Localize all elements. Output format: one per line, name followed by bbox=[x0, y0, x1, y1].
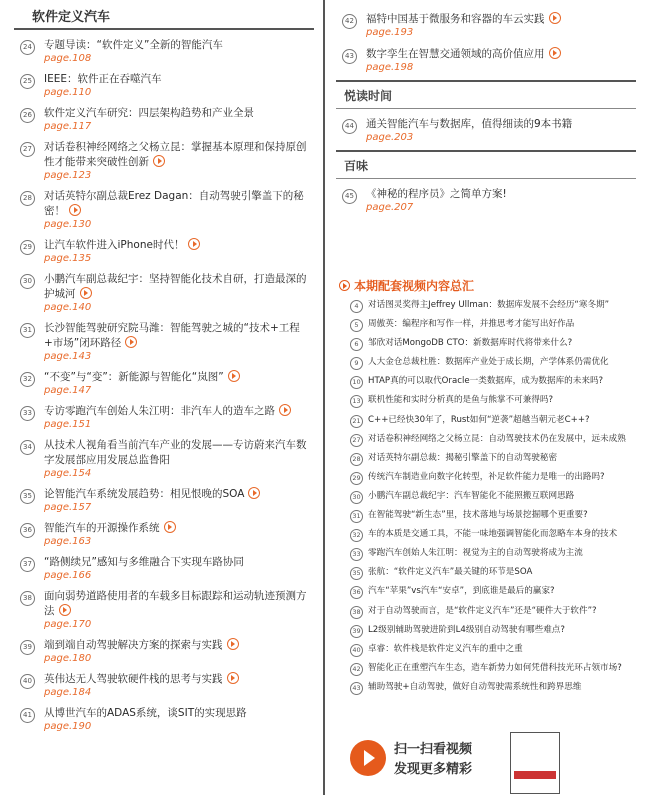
video-summary-heading bbox=[339, 277, 474, 294]
entry-title-text: 专题导读：“软件定义”全新的智能汽车 bbox=[44, 39, 223, 51]
video-number-badge: 28 bbox=[350, 453, 363, 466]
video-number-badge: 13 bbox=[350, 395, 363, 408]
entry-page-number: page.207 bbox=[366, 202, 414, 213]
entry-page-number: page.203 bbox=[366, 132, 414, 143]
toc-entry[interactable] bbox=[14, 321, 314, 363]
entry-title bbox=[44, 521, 314, 536]
video-play-icon[interactable] bbox=[228, 370, 240, 382]
video-number-badge: 39 bbox=[350, 625, 363, 638]
entry-title bbox=[44, 106, 314, 121]
entry-title-text: 通关智能汽车与数据库，值得细读的9本书籍 bbox=[366, 118, 573, 130]
entry-title bbox=[44, 238, 314, 253]
entry-title-text: 对话卷积神经网络之父杨立昆：掌握基本原理和保持原创性才能带来突破性创新 bbox=[44, 141, 307, 168]
video-list-item[interactable] bbox=[347, 335, 637, 354]
video-play-icon[interactable] bbox=[59, 604, 71, 616]
entry-page-number: page.170 bbox=[44, 619, 92, 630]
entry-page-number: page.154 bbox=[44, 468, 92, 479]
entry-title bbox=[44, 638, 314, 653]
entry-number-badge: 30 bbox=[20, 274, 35, 289]
video-list-item[interactable] bbox=[347, 354, 637, 373]
entry-number-badge: 31 bbox=[20, 323, 35, 338]
entry-title bbox=[44, 706, 314, 721]
entry-number-badge: 38 bbox=[20, 591, 35, 606]
toc-entry[interactable] bbox=[14, 487, 314, 514]
video-play-icon[interactable] bbox=[549, 12, 561, 24]
video-title: 邹欣对话MongoDB CTO：新数据库时代将带来什么? bbox=[368, 338, 573, 349]
entry-page-number: page.108 bbox=[44, 53, 92, 64]
video-list-item[interactable] bbox=[347, 431, 637, 450]
entry-page-number: page.184 bbox=[44, 687, 92, 698]
video-play-icon[interactable] bbox=[69, 204, 81, 216]
entry-number-badge: 44 bbox=[342, 119, 357, 134]
video-title: 智能化正在重塑汽车生态，造车新势力如何凭借科技光环占领市场? bbox=[368, 662, 622, 673]
video-number-badge: 43 bbox=[350, 682, 363, 695]
toc-entry[interactable] bbox=[14, 272, 314, 314]
video-title: L2级别辅助驾驶进阶到L4级别自动驾驶有哪些难点? bbox=[368, 624, 565, 635]
entry-number-badge: 42 bbox=[342, 14, 357, 29]
video-title: 对话图灵奖得主Jeffrey Ullman：数据库发展不会经历“寒冬期” bbox=[368, 300, 610, 310]
video-number-badge: 36 bbox=[350, 586, 363, 599]
video-title: C++已经快30年了，Rust如何“逆袭”超越当朝元老C++? bbox=[368, 414, 590, 425]
entry-page-number: page.151 bbox=[44, 419, 92, 430]
video-title: 联机性能和实时分析真的是鱼与熊掌不可兼得吗? bbox=[368, 395, 554, 406]
video-play-icon[interactable] bbox=[125, 336, 137, 348]
entry-page-number: page.110 bbox=[44, 87, 92, 98]
toc-entry[interactable] bbox=[14, 106, 314, 133]
video-play-icon[interactable] bbox=[80, 287, 92, 299]
qr-promo-text bbox=[394, 740, 472, 780]
entry-title bbox=[366, 47, 636, 62]
entry-number-badge: 27 bbox=[20, 142, 35, 157]
entry-number-badge: 34 bbox=[20, 440, 35, 455]
video-list-item[interactable] bbox=[347, 412, 637, 431]
entry-title-text: “路侧续兄”感知与多维融合下实现车路协同 bbox=[44, 556, 244, 568]
entry-title-text: 数字孪生在智慧交通领域的高价值应用 bbox=[366, 48, 545, 60]
video-list-item[interactable] bbox=[347, 469, 637, 488]
qr-line-2: 发现更多精彩 bbox=[394, 762, 473, 777]
entry-page-number: page.140 bbox=[44, 302, 92, 313]
video-number-badge: 9 bbox=[350, 357, 363, 370]
entry-page-number: page.190 bbox=[44, 721, 92, 732]
entry-title bbox=[44, 370, 314, 385]
video-number-badge: 30 bbox=[350, 491, 363, 504]
video-number-badge: 38 bbox=[350, 606, 363, 619]
toc-entry[interactable] bbox=[14, 370, 314, 397]
entry-title-text: “不变”与“变”：新能源与智能化“岚图” bbox=[44, 371, 224, 383]
entry-title bbox=[44, 140, 314, 170]
toc-entry[interactable] bbox=[336, 187, 636, 214]
video-list-item[interactable] bbox=[347, 507, 637, 526]
entry-title bbox=[366, 117, 636, 132]
video-list-item[interactable] bbox=[347, 297, 637, 316]
video-list-item[interactable] bbox=[347, 526, 637, 545]
entry-page-number: page.143 bbox=[44, 351, 92, 362]
video-play-icon[interactable] bbox=[188, 238, 200, 250]
video-play-icon[interactable] bbox=[164, 521, 176, 533]
entry-title-text: 专访零跑汽车创始人朱江明：非汽车人的造车之路 bbox=[44, 405, 275, 417]
qr-label-bar bbox=[514, 771, 556, 779]
video-title: 在智能驾驶“新生态”里，技术落地与场景挖掘哪个更重要? bbox=[368, 510, 588, 521]
entry-number-badge: 25 bbox=[20, 74, 35, 89]
video-title: 小鹏汽车副总裁纪宇：汽车智能化不能照搬互联网思路 bbox=[368, 490, 575, 501]
video-number-badge: 27 bbox=[350, 434, 363, 447]
column-divider bbox=[323, 0, 325, 795]
video-title: 零跑汽车创始人朱江明：视觉为主的自动驾驶将成为主流 bbox=[368, 548, 583, 559]
entry-title-text: 智能汽车的开源操作系统 bbox=[44, 522, 160, 534]
entry-number-badge: 29 bbox=[20, 240, 35, 255]
entry-title bbox=[44, 272, 314, 302]
toc-entry[interactable] bbox=[14, 140, 314, 182]
toc-entry[interactable] bbox=[14, 555, 314, 582]
entry-number-badge: 28 bbox=[20, 191, 35, 206]
toc-entry[interactable] bbox=[336, 12, 636, 39]
entry-number-badge: 39 bbox=[20, 640, 35, 655]
video-title: 车的本质是交通工具，不能一味地强调智能化而忽略车本身的技术 bbox=[368, 529, 618, 540]
entry-title-text: 小鹏汽车副总裁纪宇：坚持智能化技术自研，打造最深的护城河 bbox=[44, 273, 307, 300]
qr-line-1: 扫一扫看视频 bbox=[394, 742, 473, 757]
right-column bbox=[336, 0, 636, 214]
entry-page-number: page.135 bbox=[44, 253, 92, 264]
toc-entry[interactable] bbox=[14, 521, 314, 548]
video-list-item[interactable] bbox=[347, 545, 637, 564]
video-number-badge: 40 bbox=[350, 644, 363, 657]
entry-number-badge: 40 bbox=[20, 674, 35, 689]
video-title: 对话英特尔副总裁：揭秘引擎盖下的自动驾驶秘密 bbox=[368, 452, 558, 463]
entry-title-text: 面向弱势道路使用者的车载多目标跟踪和运动轨迹预测方法 bbox=[44, 590, 307, 617]
video-list-item[interactable] bbox=[347, 392, 637, 411]
video-list-item[interactable] bbox=[347, 373, 637, 392]
entry-page-number: page.163 bbox=[44, 536, 92, 547]
left-toc-list bbox=[14, 38, 314, 733]
entry-title bbox=[44, 38, 314, 53]
video-play-icon[interactable] bbox=[248, 487, 260, 499]
play-circle-icon bbox=[339, 280, 350, 291]
toc-entry[interactable] bbox=[14, 72, 314, 99]
video-list-item[interactable] bbox=[347, 660, 637, 679]
toc-entry[interactable] bbox=[14, 672, 314, 699]
entry-title bbox=[44, 72, 314, 87]
entry-title bbox=[366, 187, 636, 202]
entry-number-badge: 43 bbox=[342, 49, 357, 64]
entry-title-text: 让汽车软件进入iPhone时代！ bbox=[44, 239, 185, 251]
section-header-software-defined-car bbox=[14, 0, 314, 30]
entry-title-text: 论智能汽车系统发展趋势：相见恨晚的SOA bbox=[44, 488, 245, 500]
video-title: 周傲英：编程序和写作一样，并推思考才能写出好作品 bbox=[368, 319, 575, 330]
entry-page-number: page.130 bbox=[44, 219, 92, 230]
entry-title bbox=[44, 438, 314, 468]
entry-page-number: page.193 bbox=[366, 27, 414, 38]
right-section-title: 悦读时间 bbox=[344, 89, 393, 103]
right-section bbox=[336, 150, 636, 214]
entry-title-text: IEEE：软件正在吞噬汽车 bbox=[44, 73, 162, 85]
video-list-item[interactable] bbox=[347, 641, 637, 660]
toc-entry[interactable] bbox=[14, 706, 314, 733]
right-section bbox=[336, 80, 636, 144]
video-number-badge: 35 bbox=[350, 567, 363, 580]
toc-entry[interactable] bbox=[14, 189, 314, 231]
right-toc-list bbox=[336, 12, 636, 74]
entry-title-text: 对话英特尔副总裁Erez Dagan：自动驾驶引擎盖下的秘密！ bbox=[44, 190, 304, 217]
entry-title-text: 福特中国基于微服务和容器的车云实践 bbox=[366, 13, 545, 25]
left-column bbox=[14, 0, 314, 733]
toc-entry[interactable] bbox=[14, 638, 314, 665]
video-list bbox=[347, 297, 637, 698]
entry-number-badge: 24 bbox=[20, 40, 35, 55]
toc-entry[interactable] bbox=[14, 404, 314, 431]
video-number-badge: 33 bbox=[350, 548, 363, 561]
section-title: 软件定义汽车 bbox=[32, 10, 111, 25]
entry-number-badge: 45 bbox=[342, 189, 357, 204]
video-list-item[interactable] bbox=[347, 316, 637, 335]
video-number-badge: 10 bbox=[350, 376, 363, 389]
video-list-item[interactable] bbox=[347, 564, 637, 583]
video-list-item[interactable] bbox=[347, 450, 637, 469]
video-number-badge: 31 bbox=[350, 510, 363, 523]
entry-title-text: 从博世汽车的ADAS系统，谈SIT的实现思路 bbox=[44, 707, 247, 719]
qr-promo bbox=[350, 732, 640, 792]
video-number-badge: 42 bbox=[350, 663, 363, 676]
entry-title-text: 长沙智能驾驶研究院马潍：智能驾驶之城的“技术+工程+市场”闭环路径 bbox=[44, 322, 300, 349]
video-number-badge: 5 bbox=[350, 319, 363, 332]
video-title: 对话卷积神经网络之父杨立昆：自动驾驶技术仍在发展中，远未成熟 bbox=[368, 433, 626, 444]
video-list-item[interactable] bbox=[347, 622, 637, 641]
entry-title bbox=[44, 487, 314, 502]
entry-title bbox=[44, 321, 314, 351]
right-section-title: 百味 bbox=[344, 159, 369, 173]
entry-title-text: 英伟达无人驾驶软硬件栈的思考与实践 bbox=[44, 673, 223, 685]
entry-page-number: page.198 bbox=[366, 62, 414, 73]
video-heading-text: 本期配套视频内容总汇 bbox=[354, 279, 475, 293]
entry-page-number: page.166 bbox=[44, 570, 92, 581]
video-title: 汽车“苹果”vs汽车“安卓”，到底谁是最后的赢家? bbox=[368, 586, 555, 597]
toc-entry[interactable] bbox=[14, 589, 314, 631]
entry-number-badge: 32 bbox=[20, 372, 35, 387]
toc-entry[interactable] bbox=[14, 38, 314, 65]
video-play-icon[interactable] bbox=[549, 47, 561, 59]
video-number-badge: 32 bbox=[350, 529, 363, 542]
video-play-icon[interactable] bbox=[153, 155, 165, 167]
video-title: 卓睿：软件栈是软件定义汽车的重中之重 bbox=[368, 643, 523, 654]
video-title: 人大金仓总裁杜胜：数据库产业处于成长期，产学体系仍需优化 bbox=[368, 357, 609, 368]
video-list-item[interactable] bbox=[347, 679, 637, 698]
play-button-icon[interactable] bbox=[350, 740, 386, 776]
toc-entry[interactable] bbox=[336, 47, 636, 74]
right-sections bbox=[336, 80, 636, 214]
video-title: 张航：“软件定义汽车”最关键的环节是SOA bbox=[368, 567, 533, 578]
entry-title bbox=[44, 589, 314, 619]
entry-number-badge: 36 bbox=[20, 523, 35, 538]
video-play-icon[interactable] bbox=[279, 404, 291, 416]
toc-entry[interactable] bbox=[14, 438, 314, 480]
entry-title bbox=[44, 555, 314, 570]
entry-number-badge: 37 bbox=[20, 557, 35, 572]
entry-title bbox=[44, 404, 314, 419]
entry-title-text: 从技术人视角看当前汽车产业的发展——专访蔚来汽车数字发展部应用发展总监鲁阳 bbox=[44, 439, 307, 466]
toc-entry[interactable] bbox=[14, 238, 314, 265]
video-number-badge: 6 bbox=[350, 338, 363, 351]
video-title: 传统汽车制造业向数字化转型，补足软件能力是唯一的出路吗? bbox=[368, 471, 605, 482]
video-list-item[interactable] bbox=[347, 583, 637, 602]
video-number-badge: 21 bbox=[350, 415, 363, 428]
entry-page-number: page.147 bbox=[44, 385, 92, 396]
entry-number-badge: 41 bbox=[20, 708, 35, 723]
entry-title-text: 《神秘的程序员》之简单方案! bbox=[366, 188, 507, 200]
video-number-badge: 29 bbox=[350, 472, 363, 485]
video-play-icon[interactable] bbox=[227, 638, 239, 650]
entry-page-number: page.157 bbox=[44, 502, 92, 513]
entry-title bbox=[44, 189, 314, 219]
video-number-badge: 4 bbox=[350, 300, 363, 313]
right-section-header bbox=[336, 80, 636, 109]
entry-page-number: page.123 bbox=[44, 170, 92, 181]
entry-page-number: page.117 bbox=[44, 121, 92, 132]
entry-number-badge: 26 bbox=[20, 108, 35, 123]
right-section-header bbox=[336, 150, 636, 179]
entry-page-number: page.180 bbox=[44, 653, 92, 664]
video-list-item[interactable] bbox=[347, 488, 637, 507]
entry-number-badge: 35 bbox=[20, 489, 35, 504]
entry-title bbox=[44, 672, 314, 687]
toc-entry[interactable] bbox=[336, 117, 636, 144]
video-title: 对于自动驾驶而言，是“软件定义汽车”还是“硬件大于软件”? bbox=[368, 605, 597, 616]
video-play-icon[interactable] bbox=[227, 672, 239, 684]
video-list-item[interactable] bbox=[347, 603, 637, 622]
entry-title bbox=[366, 12, 636, 27]
video-title: 辅助驾驶+自动驾驶，做好自动驾驶需系统性和跨界思维 bbox=[368, 681, 582, 692]
qr-code-icon[interactable] bbox=[510, 732, 560, 794]
entry-title-text: 软件定义汽车研究：四层架构趋势和产业全景 bbox=[44, 107, 254, 119]
video-title: HTAP真的可以取代Oracle一类数据库，成为数据库的未来吗? bbox=[368, 376, 604, 387]
entry-title-text: 端到端自动驾驶解决方案的探索与实践 bbox=[44, 639, 223, 651]
entry-number-badge: 33 bbox=[20, 406, 35, 421]
